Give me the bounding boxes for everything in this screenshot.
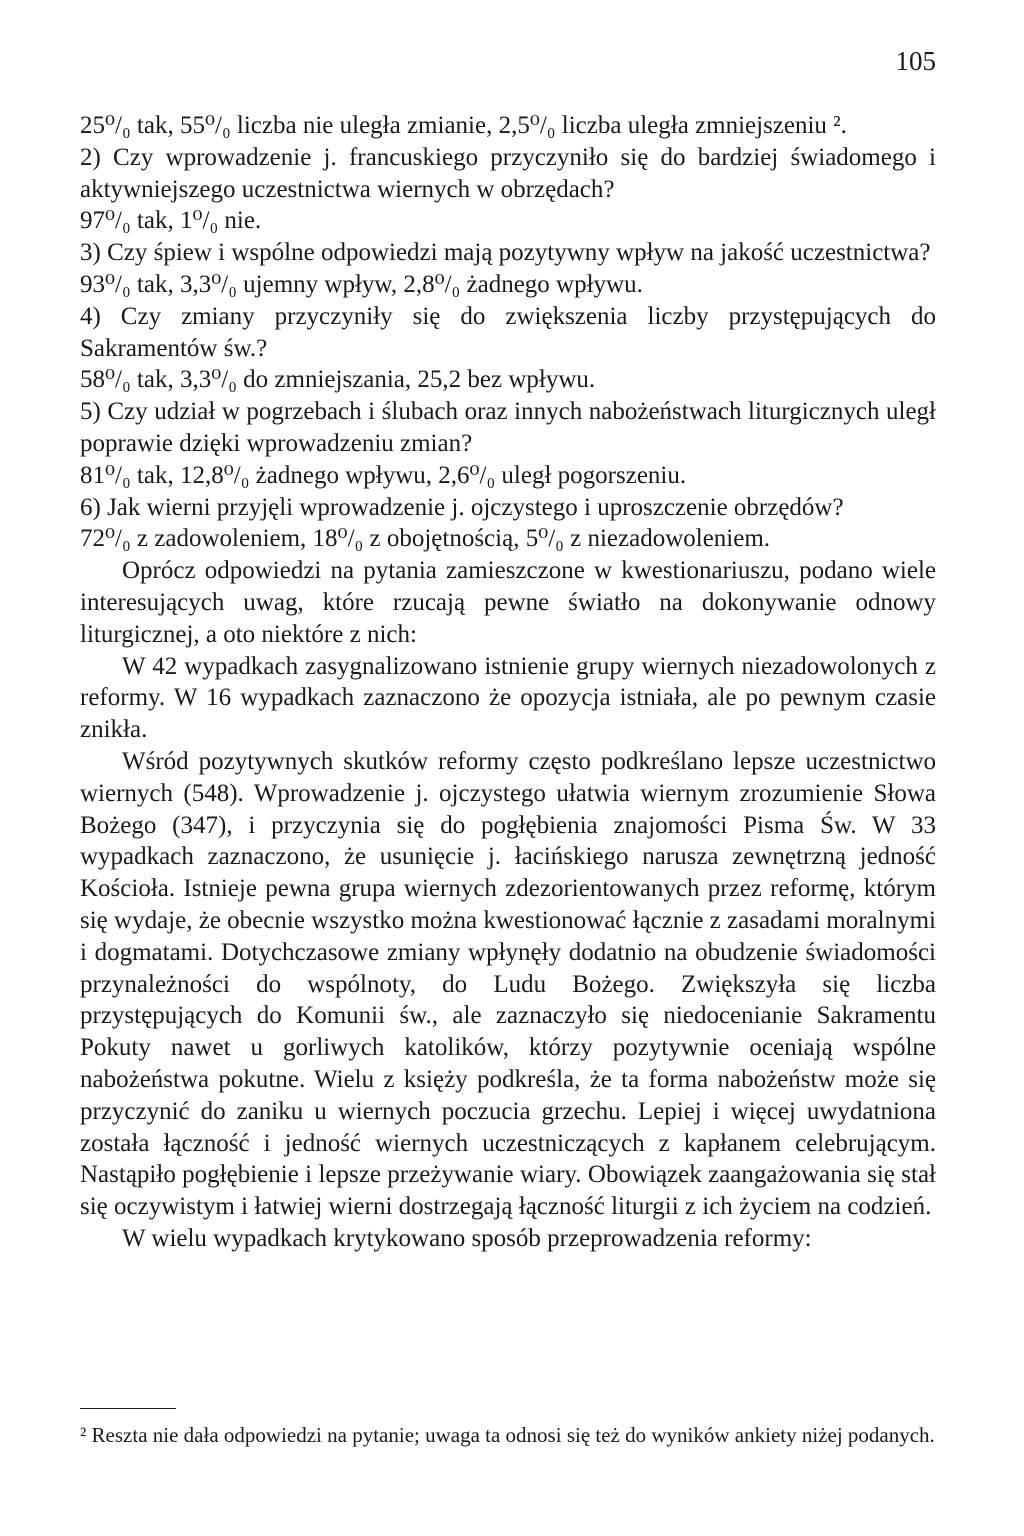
body-paragraph: W 42 wypadkach zasygnalizowano istnienie grupy wiernych niezadowolonych z reformy. W 16 wypadkach zaznaczono że opozycja istniała, ale po pewnym czasie znikła. <box>80 652 936 744</box>
footnote: ² Reszta nie dała odpowiedzi na pytanie; uwaga ta odnosi się też do wyników ankiety niżej podanych. <box>80 1423 935 1447</box>
body-paragraph: Oprócz odpowiedzi na pytania zamieszczone w kwestionariuszu, podano wiele interesujących uwag, które rzucają pewne światło na dokonywanie odnowy liturgicznej, a oto niektóre z nich: <box>80 557 936 648</box>
survey-question-5: 5) Czy udział w pogrzebach i ślubach oraz innych nabożeństwach liturgicznych uległ poprawie dzięki wprowadzeniu zmian? <box>80 398 936 457</box>
survey-question-3: 3) Czy śpiew i wspólne odpowiedzi mają pozytywny wpływ na jakość uczestnictwa? <box>80 239 931 267</box>
page-body <box>80 110 936 1255</box>
survey-question-6: 6) Jak wierni przyjęli wprowadzenie j. ojczystego i uproszczenie obrzędów? <box>80 493 844 521</box>
survey-question-2: 2) Czy wprowadzenie j. francuskiego przyczyniło się do bardziej świadomego i aktywniejszego uczestnictwa wiernych w obrzędach? <box>80 143 936 203</box>
page-number: 105 <box>895 46 936 76</box>
survey-answer-6: 72⁰/₀ z zadowoleniem, 18⁰/₀ z obojętnością, 5⁰/₀ z niezadowoleniem. <box>80 525 771 553</box>
body-paragraph: Wśród pozytywnych skutków reformy często podkreślano lepsze uczestnictwo wiernych (548). Wprowadzenie j. ojczystego ułatwia wiernym zrozumienie Słowa Bożego (347), i przyczynia się do pogłębienia znajomości Pisma Św. W 33 wypadkach zaznaczono, że usunięcie j. łacińskiego narusza zewnętrzną jedność Kościoła. Istnieje pewna grupa wiernych zdezorientowanych przez reformę, którym się wydaje, że obecnie wszystko można kwestionować łącznie z zasadami moralnymi i dogmatami. Dotychczasowe zmiany wpłynęły dodatnio na obudzenie świadomości przynależności do wspólnoty, do Ludu Bożego. Zwiększyła się liczba przystępujących do Komunii św., ale zaznaczyło się niedocenianie Sakramentu Pokuty nawet u gorliwych katolików, którzy pozytywnie oceniają wspólne nabożeństwa pokutne. Wielu z księży podkreśla, że ta forma nabożeństw może się przyczynić do zaniku u wiernych poczucia grzechu. Lepiej i więcej uwydatniona została łączność i jedność wiernych uczestniczących z kapłanem celebrującym. Nastąpiło pogłębienie i lepsze przeżywanie wiary. Obowiązek zaangażowania się stał się oczywistym i łatwiej wierni dostrzegają łączność liturgii z ich życiem na codzień. <box>80 747 936 1221</box>
survey-answer-2: 97⁰/₀ tak, 1⁰/₀ nie. <box>80 207 262 235</box>
survey-question-4: 4) Czy zmiany przyczyniły się do zwiększenia liczby przystępujących do Sakramentów św.? <box>80 302 936 362</box>
body-paragraph: W wielu wypadkach krytykowano sposób przeprowadzenia reformy: <box>122 1224 812 1252</box>
survey-answer-4: 58⁰/₀ tak, 3,3⁰/₀ do zmniejszania, 25,2 bez wpływu. <box>80 366 596 394</box>
survey-answer-5: 81⁰/₀ tak, 12,8⁰/₀ żadnego wpływu, 2,6⁰/₀ uległ pogorszeniu. <box>80 461 687 489</box>
survey-lead-in: 25⁰/₀ tak, 55⁰/₀ liczba nie uległa zmianie, 2,5⁰/₀ liczba uległa zmniejszeniu ². <box>80 112 847 139</box>
footnote-divider <box>80 1408 176 1409</box>
survey-answer-3: 93⁰/₀ tak, 3,3⁰/₀ ujemny wpływ, 2,8⁰/₀ żadnego wpływu. <box>80 270 643 298</box>
